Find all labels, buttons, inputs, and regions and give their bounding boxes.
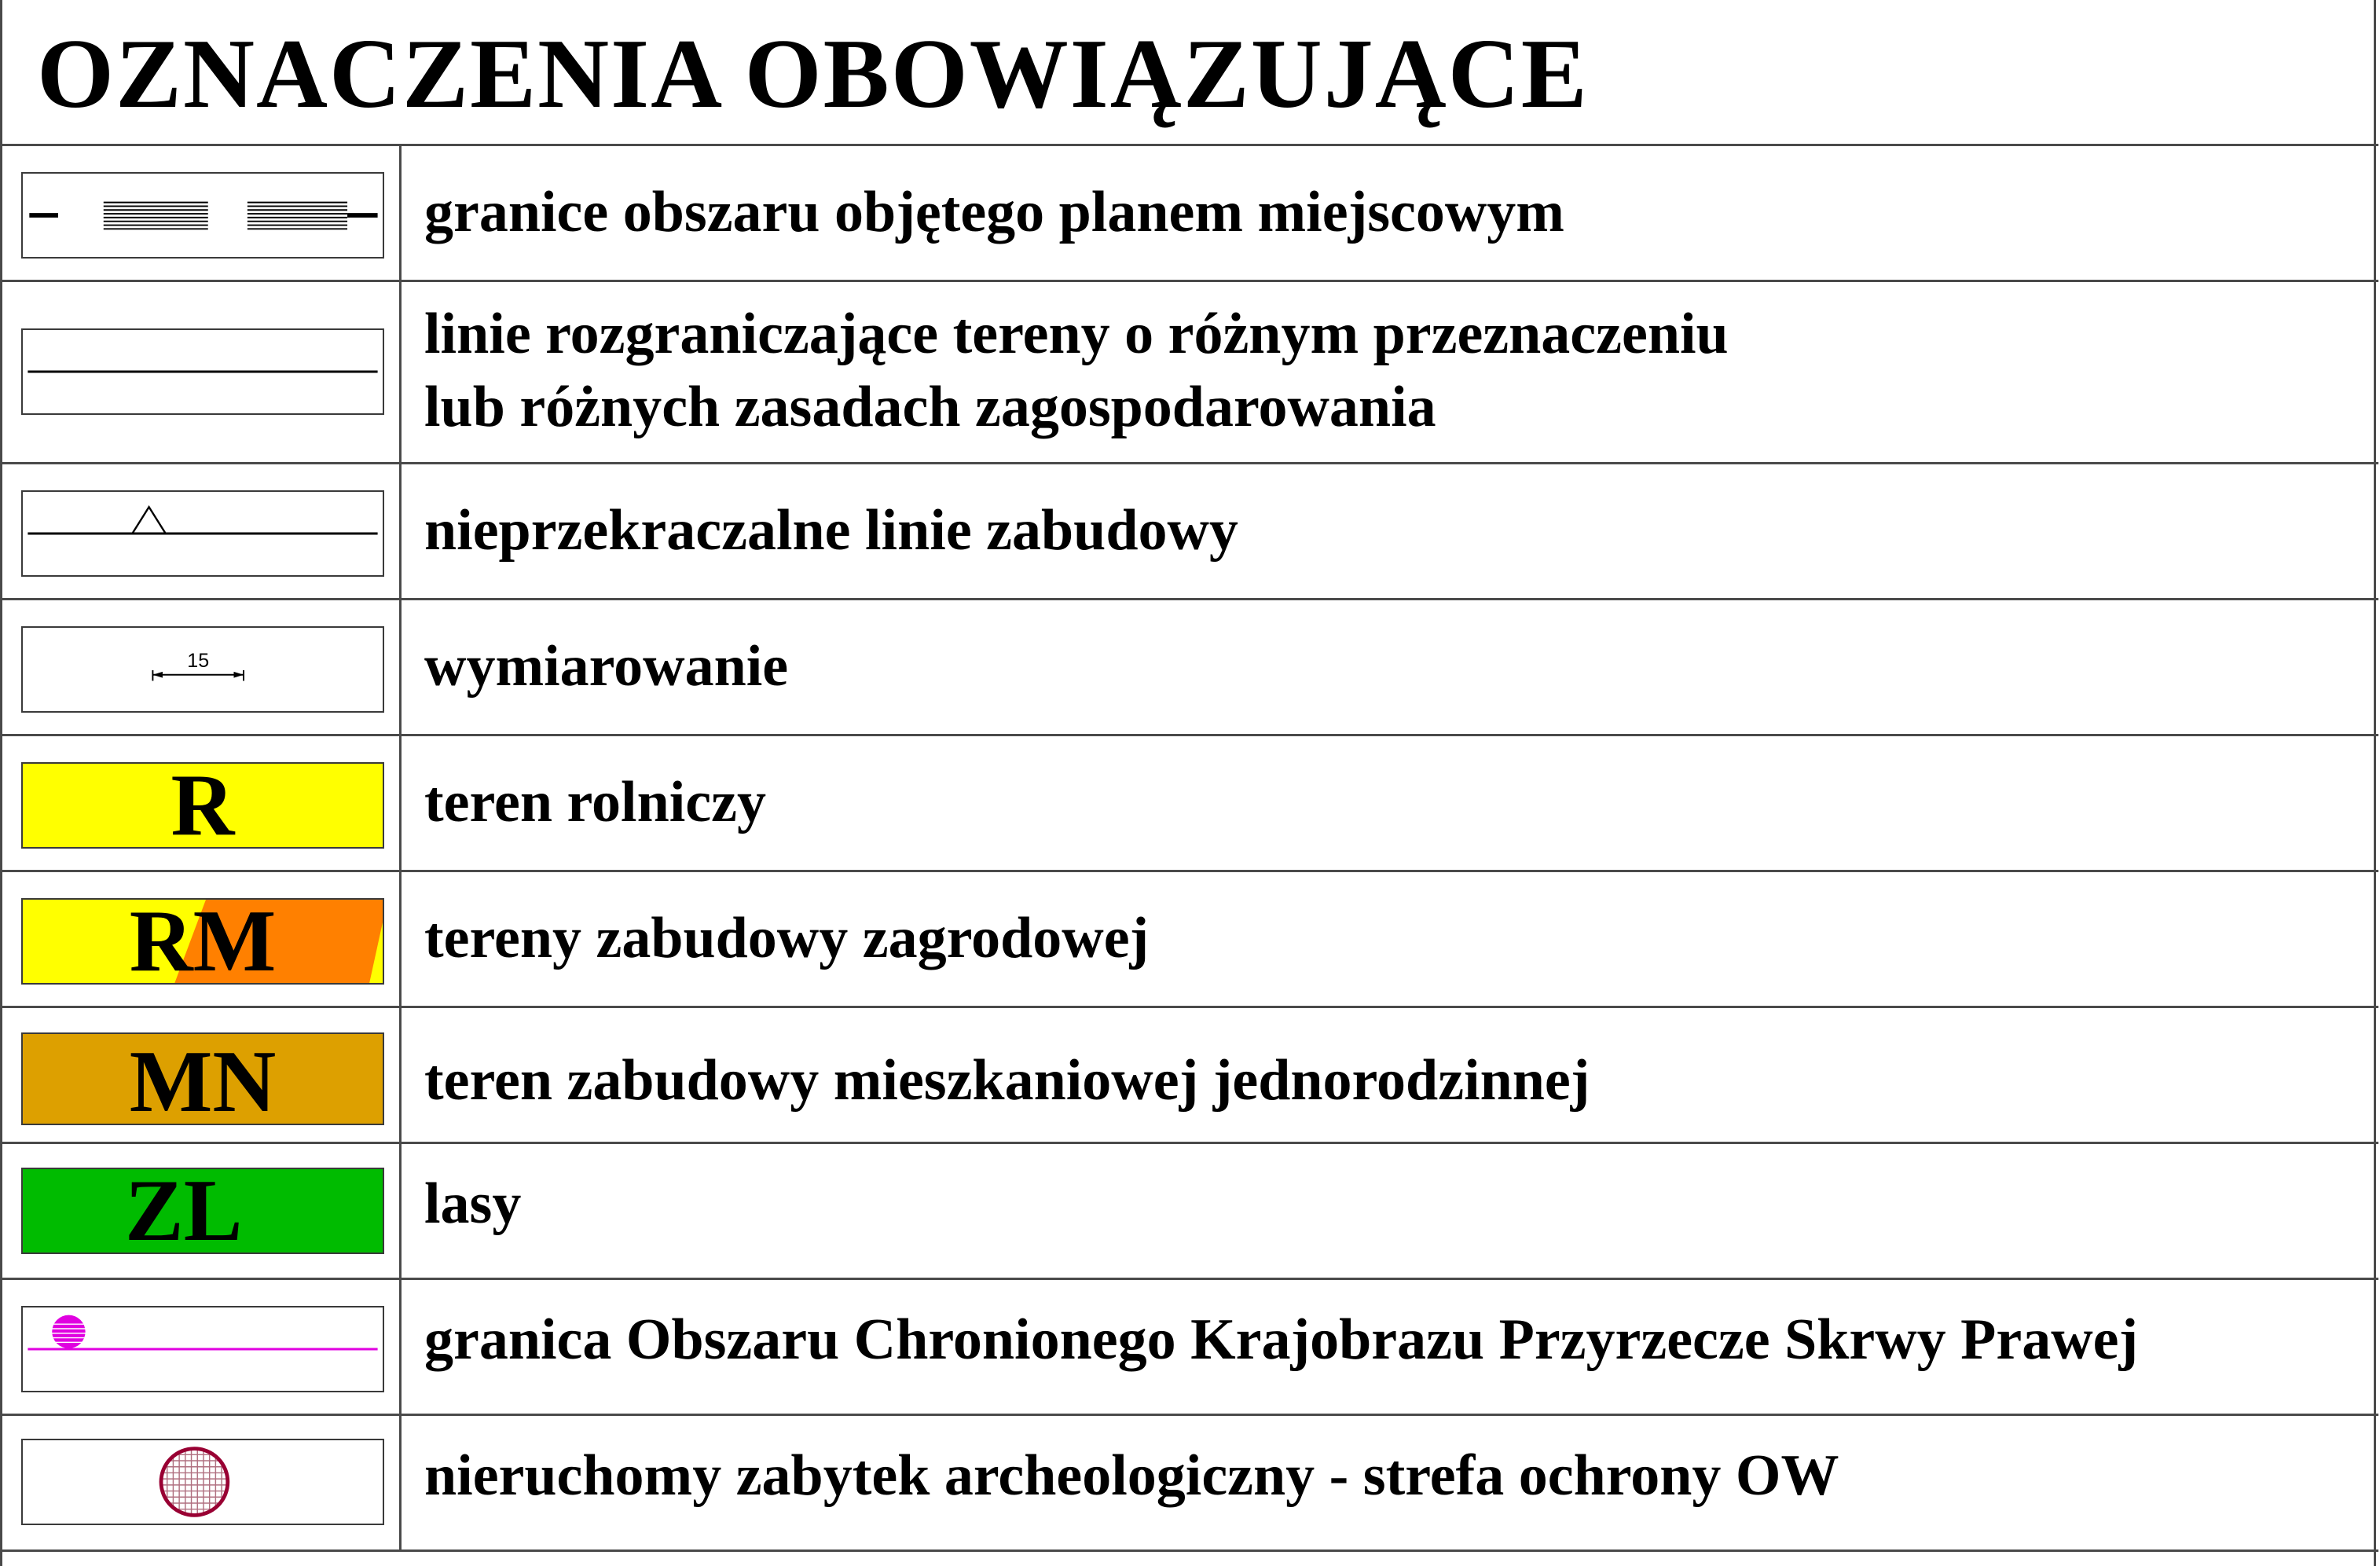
r-code: R [171,762,235,849]
legend-row-building-lines [2,464,2374,598]
plan-boundary-icon [23,174,383,257]
dimension-symbol [21,626,384,713]
zl-code: ZL [125,1168,243,1254]
plan-boundary-label: granice obszaru objętego planem miejscowym [424,180,1564,244]
legend-row-r [2,736,2374,870]
rm-code: RM [129,898,277,985]
legend-row-dividing-lines [2,282,2374,462]
legend-row-plan-boundary [2,146,2374,280]
row-separator [2,1549,2378,1552]
dimension-label: wymiarowanie [424,634,789,699]
dimension-icon [23,628,383,711]
mn-swatch [21,1032,384,1125]
archaeological-label: nieruchomy zabytek archeologiczny - strefa ochrony OW [424,1443,1839,1508]
r-swatch [21,762,384,849]
rm-swatch [21,898,384,985]
dimension-value: 15 [187,650,210,673]
plan-boundary-symbol [21,172,384,259]
legend-row-dimension [2,600,2374,734]
building-lines-label: nieprzekraczalne linie zabudowy [424,498,1238,563]
building-line-symbol [21,490,384,577]
legend-row-mn [2,1008,2374,1142]
protected-landscape-symbol [21,1306,384,1392]
mn-code: MN [129,1033,277,1125]
legend-row-zl [2,1144,2374,1278]
hatched-circle-icon [23,1440,383,1524]
solid-line-icon [23,330,383,413]
protected-landscape-label: granica Obszaru Chronionego Krajobrazu Przyrzecze Skrwy Prawej [424,1307,2139,1372]
zl-label: lasy [424,1172,522,1236]
rm-label: tereny zabudowy zagrodowej [424,906,1150,970]
dividing-lines-label: linie rozgraniczające tereny o różnym przeznaczeniu lub różnych zasadach zagospodarowania [424,302,1729,439]
dividing-line-symbol [21,328,384,415]
legend-title: OZNACZENIA OBOWIĄZUJĄCE [37,20,1589,129]
mn-label: teren zabudowy mieszkaniowej jednorodzinnej [424,1048,1590,1113]
magenta-boundary-icon [23,1307,383,1391]
legend-row-rm [2,872,2374,1006]
legend-row-protected-landscape [2,1280,2374,1414]
archaeological-symbol [21,1439,384,1525]
legend-row-archaeological [2,1416,2374,1549]
triangle-line-icon [23,492,383,575]
r-label: teren rolniczy [424,770,766,834]
zl-swatch [21,1168,384,1254]
